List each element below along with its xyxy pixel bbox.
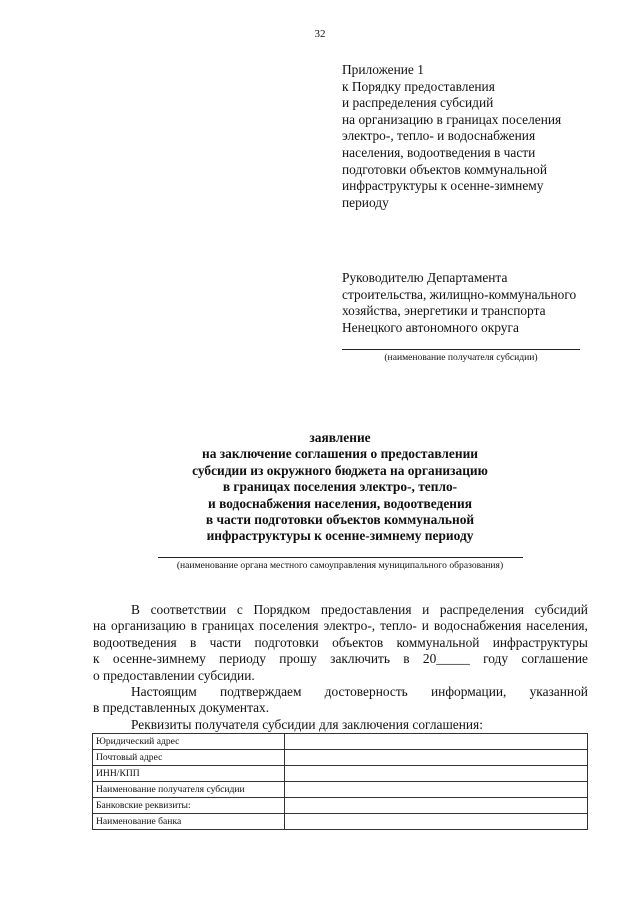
body-word: поселения: [259, 618, 319, 634]
requisites-heading: Реквизиты получателя субсидии для заключения соглашения:: [131, 717, 483, 732]
title-line: в границах поселения электро-, тепло-: [222, 479, 458, 495]
body-word: В: [131, 602, 140, 617]
recipient-line: Руководителю Департамента: [342, 270, 508, 285]
body-word: информации,: [431, 684, 507, 700]
appendix-line: периоду: [342, 194, 389, 210]
appendix-line: подготовки объектов коммунальной: [342, 161, 548, 177]
body-word: в: [403, 651, 410, 667]
requisite-value-cell[interactable]: [285, 782, 588, 798]
body-word: части: [209, 634, 242, 650]
org-fill-line: [158, 557, 523, 558]
requisites-table: [92, 733, 588, 830]
recipient-line: Ненецкого автономного округа: [342, 319, 519, 335]
body-word: достоверность: [324, 684, 408, 700]
title-line: инфраструктуры к осенне-зимнему периоду: [206, 528, 474, 544]
appendix-line: на организацию в границах поселения: [342, 111, 562, 127]
body-word: Настоящим: [131, 684, 197, 700]
recipient-caption: (наименование получателя субсидии): [384, 352, 538, 363]
table-row: [93, 798, 588, 814]
recipient-line: строительства, жилищно-коммунального: [342, 286, 577, 302]
requisite-label: ИНН/КПП: [93, 766, 285, 782]
requisite-label: Наименование банка: [93, 814, 285, 830]
document-title: [120, 430, 560, 545]
body-word: подготовки: [254, 634, 319, 650]
body-line: о предоставлении субсидии.: [93, 667, 255, 683]
requisite-label: Наименование получателя субсидии: [93, 782, 285, 798]
body-line: [93, 684, 588, 700]
body-word: тепло-: [380, 618, 417, 634]
body-word: субсидий: [534, 602, 588, 617]
body-line: в представленных документах.: [93, 700, 270, 716]
recipient-fill-line: [342, 349, 580, 350]
body-line: [93, 651, 588, 667]
body-word: распределения: [439, 602, 524, 617]
body-word: 20_____: [422, 651, 470, 667]
body-word: и: [422, 602, 430, 617]
body-word: предоставления: [320, 602, 412, 617]
body-word: организацию: [111, 618, 186, 634]
body-word: в: [190, 618, 198, 634]
body-line: [93, 635, 588, 651]
body-word: подтверждаем: [220, 684, 302, 700]
requisite-label: Юридический адрес: [93, 734, 285, 750]
body-line: [93, 602, 588, 618]
table-row: [93, 766, 588, 782]
title-line: субсидии из окружного бюджета на организацию: [192, 462, 488, 478]
appendix-header: [342, 62, 602, 211]
appendix-line: населения, водоотведения в части: [342, 144, 536, 160]
body-word: электро-,: [323, 618, 376, 634]
body-word: году: [483, 651, 509, 667]
requisite-value-cell[interactable]: [285, 766, 588, 782]
appendix-line: Приложение 1: [342, 62, 424, 77]
body-word: объектов: [332, 634, 384, 650]
appendix-line: и распределения субсидий: [342, 95, 494, 111]
body-word: указанной: [529, 684, 588, 700]
requisite-value-cell[interactable]: [285, 750, 588, 766]
body-word: соответствии: [150, 602, 227, 617]
body-word: водоотведения: [93, 634, 177, 650]
page-number: 32: [314, 28, 326, 40]
body-word: в: [189, 634, 197, 650]
body-word: с: [236, 602, 243, 617]
requisite-label: Почтовый адрес: [93, 750, 285, 766]
appendix-line: к Порядку предоставления: [342, 78, 495, 94]
requisite-value-cell[interactable]: [285, 814, 588, 830]
body-text: [93, 602, 588, 717]
body-word: на: [93, 618, 107, 634]
body-word: соглашение: [521, 651, 588, 667]
body-word: водоснабжения: [433, 618, 522, 634]
appendix-line: электро-, тепло- и водоснабжения: [342, 128, 536, 144]
body-word: инфраструктуры: [492, 634, 588, 650]
body-word: к: [93, 651, 100, 667]
title-line: заявление: [309, 430, 371, 445]
body-line: [93, 618, 588, 634]
recipient-line: хозяйства, энергетики и транспорта: [342, 303, 546, 319]
title-line: и водоснабжения населения, водоотведения: [208, 495, 472, 511]
body-word: Порядком: [253, 602, 311, 617]
title-line: на заключение соглашения о предоставлении: [202, 446, 478, 462]
table-row: [93, 734, 588, 750]
requisite-label: Банковские реквизиты:: [93, 798, 285, 814]
body-word: заключить: [330, 651, 390, 667]
org-caption: (наименование органа местного самоуправления муниципального образования): [176, 560, 504, 571]
body-word: прошу: [279, 651, 317, 667]
requisite-value-cell[interactable]: [285, 734, 588, 750]
table-row: [93, 814, 588, 830]
body-word: периоду: [219, 651, 266, 667]
body-word: и: [421, 618, 429, 634]
recipient-block: [342, 270, 602, 336]
body-word: коммунальной: [396, 634, 480, 650]
requisite-value-cell[interactable]: [285, 798, 588, 814]
body-word: населения,: [526, 618, 588, 634]
table-row: [93, 782, 588, 798]
title-line: в части подготовки объектов коммунальной: [205, 512, 475, 528]
body-word: границах: [201, 618, 255, 634]
table-row: [93, 750, 588, 766]
body-word: осенне-зимнему: [112, 651, 206, 667]
appendix-line: инфраструктуры к осенне-зимнему: [342, 178, 544, 194]
